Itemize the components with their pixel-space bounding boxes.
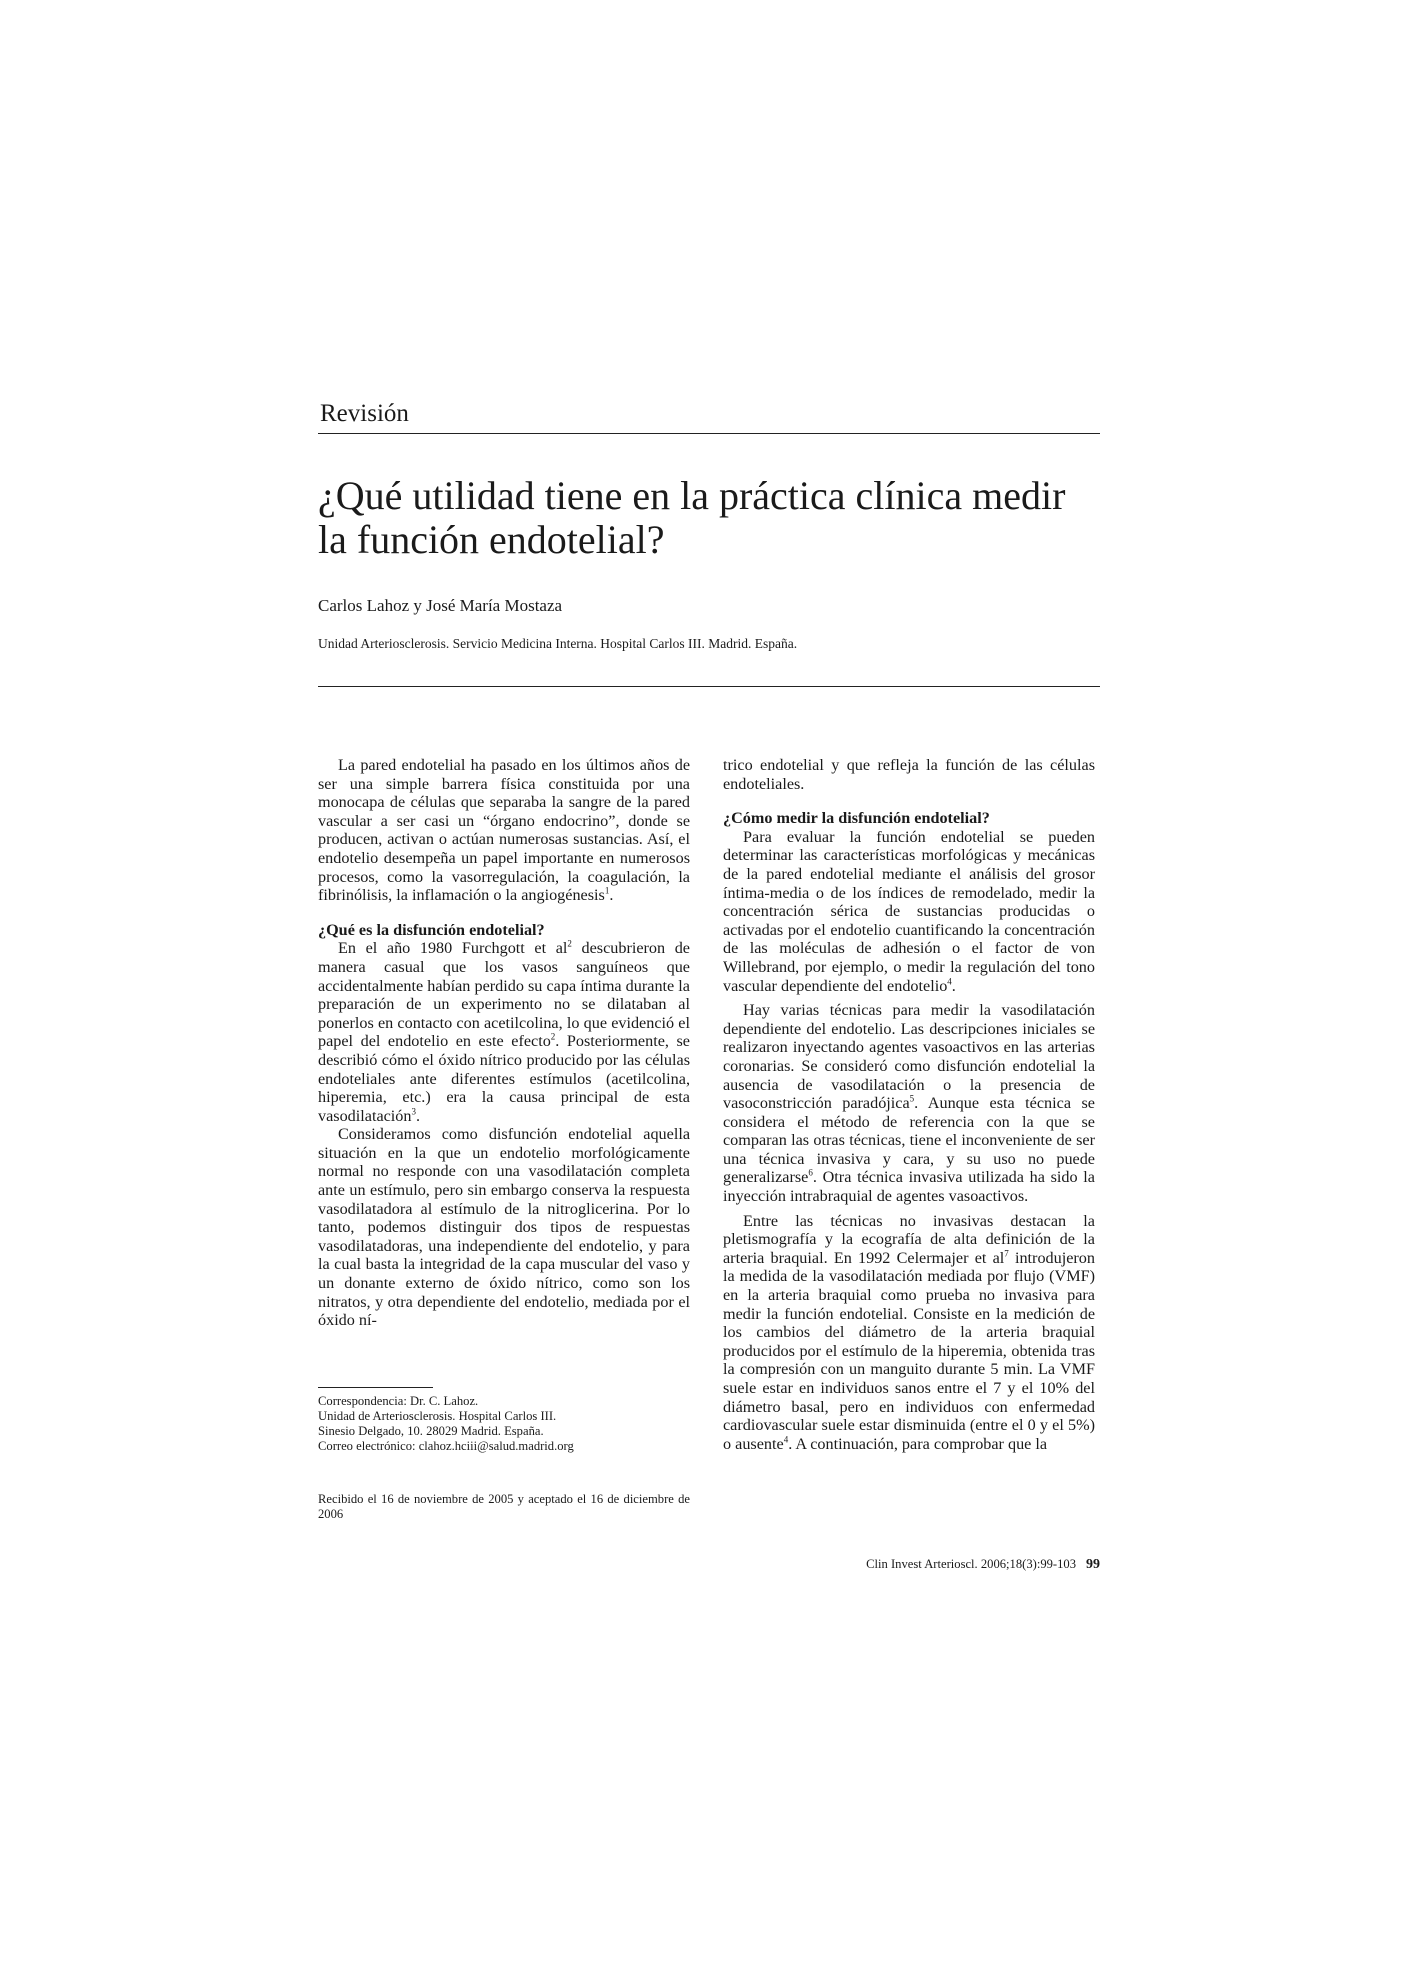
article-title: [318, 474, 1118, 562]
journal-citation: Clin Invest Arterioscl. 2006;18(3):99-103: [866, 1557, 1076, 1571]
header-rule: [318, 433, 1100, 434]
title-line-1: ¿Qué utilidad tiene en la práctica clínica medir: [318, 473, 1066, 518]
title-block-rule: [318, 686, 1100, 687]
paragraph-intro: La pared endotelial ha pasado en los últimos años de ser una simple barrera física constituida por una monocapa de células que separaba la sangre de la pared vascular a ser casi un “órgano endocrino”, donde se producen, activan o actúan numerosas sustancias. Así, el endotelio desempeña un papel importante en numerosos procesos, como la vasorregulación, la coagulación, la fibrinólisis, la inflamación o la angiogénesis$^1$.: [318, 756, 690, 905]
paragraph-no-invasivas: Entre las técnicas no invasivas destacan la pletismografía y la ecografía de alta definición de la arteria braquial. En 1992 Celermajer et $al^7$ introdujeron la medida de la vasodilatación mediada por flujo (VMF) en la arteria braquial como prueba no invasiva para medir la función endotelial. Consiste en la medición de los cambios del diámetro de la arteria braquial producidos por el estímulo de la hiperemia, obtenida tras la compresión con un manguito durante 5 min. La VMF suele estar en individuos sanos entre el 7 y el 10% del diámetro basal, pero en individuos con enfermedad cardiovascular suele estar disminuida (entre el 0 y el 5%) o ausente$^4$. A continuación, para comprobar que la: [723, 1211, 1095, 1453]
footnote-line: Sinesio Delgado, 10. 28029 Madrid. España.: [318, 1424, 544, 1438]
page-footer: [866, 1557, 1100, 1573]
left-column: [318, 756, 690, 1330]
footnote-email: Correo electrónico: clahoz.hciii@salud.madrid.org: [318, 1439, 574, 1453]
title-line-2: la función endotelial?: [318, 517, 665, 562]
affiliation: Unidad Arteriosclerosis. Servicio Medicina Interna. Hospital Carlos III. Madrid. España.: [318, 636, 798, 651]
heading-como-medir: ¿Cómo medir la disfunción endotelial?: [723, 809, 990, 828]
paragraph-evaluar: Para evaluar la función endotelial se pueden determinar las características morfológicas y mecánicas de la pared endotelial mediante el análisis del grosor íntima-media o de los índices de remodelado, medir la concentración sérica de sustancias producidas o activadas por el endotelio cuantificando la concentración de las moléculas de adhesión o el factor de von Willebrand, por ejemplo, o medir la regulación del tono vascular dependiente del endotelio$^4$.: [723, 827, 1095, 995]
paragraph-tecnicas: Hay varias técnicas para medir la vasodilatación dependiente del endotelio. Las descripciones iniciales se realizaron inyectando agentes vasoactivos en las arterias coronarias. Se consideró como disfunción endotelial la ausencia de vasodilatación o la presencia de vasoconstricción paradójica$^5$. Aunque esta técnica se considera el método de referencia con la que se comparan las otras técnicas, tiene el inconveniente de ser una técnica invasiva y cara, y su uso no puede generalizarse$^6$. Otra técnica invasiva utilizada ha sido la inyección intrabraquial de agentes vasoactivos.: [723, 1001, 1095, 1206]
footnote-rule: [318, 1387, 433, 1388]
right-column: [723, 756, 1095, 1453]
section-label: Revisión: [320, 400, 409, 427]
footnote-line: Unidad de Arteriosclerosis. Hospital Carlos III.: [318, 1409, 557, 1423]
paragraph-furchgott: En el año 1980 Furchgott et $al^2$ descubrieron de manera casual que los vasos sanguíneos que accidentalmente habían perdido su capa íntima durante la preparación de un experimento no se dilataban al ponerlos en contacto con acetilcolina, lo que evidenció el papel del endotelio en este efecto$^2$. Posteriormente, se describió cómo el óxido nítrico producido por las células endoteliales ante diferentes estímulos (acetilcolina, hiperemia, etc.) era la causa principal de esta vasodilatación$^3$.: [318, 938, 690, 1125]
correspondence-footnote: [318, 1394, 690, 1454]
authors: Carlos Lahoz y José María Mostaza: [318, 596, 563, 615]
paragraph-consideramos: Consideramos como disfunción endotelial aquella situación en la que un endotelio morfológicamente normal no responde con una vasodilatación completa ante un estímulo, pero sin embargo conserva la respuesta vasodilatadora al estímulo de la nitroglicerina. Por lo tanto, podemos distinguir dos tipos de respuestas vasodilatadoras, una independiente del endotelio, y para la cual basta la integridad de la capa muscular del vaso y un donante externo de óxido nítrico, como son los nitratos, y otra dependiente del endotelio, mediada por el óxido ní-: [318, 1125, 690, 1330]
footnote-line: Correspondencia: Dr. C. Lahoz.: [318, 1394, 479, 1408]
received-date: Recibido el 16 de noviembre de 2005 y aceptado el 16 de diciembre de 2006: [318, 1492, 690, 1521]
page-number: 99: [1086, 1557, 1100, 1572]
paragraph-continuation: trico endotelial y que refleja la función de las células endoteliales.: [723, 756, 1095, 793]
heading-que-es: ¿Qué es la disfunción endotelial?: [318, 920, 545, 939]
